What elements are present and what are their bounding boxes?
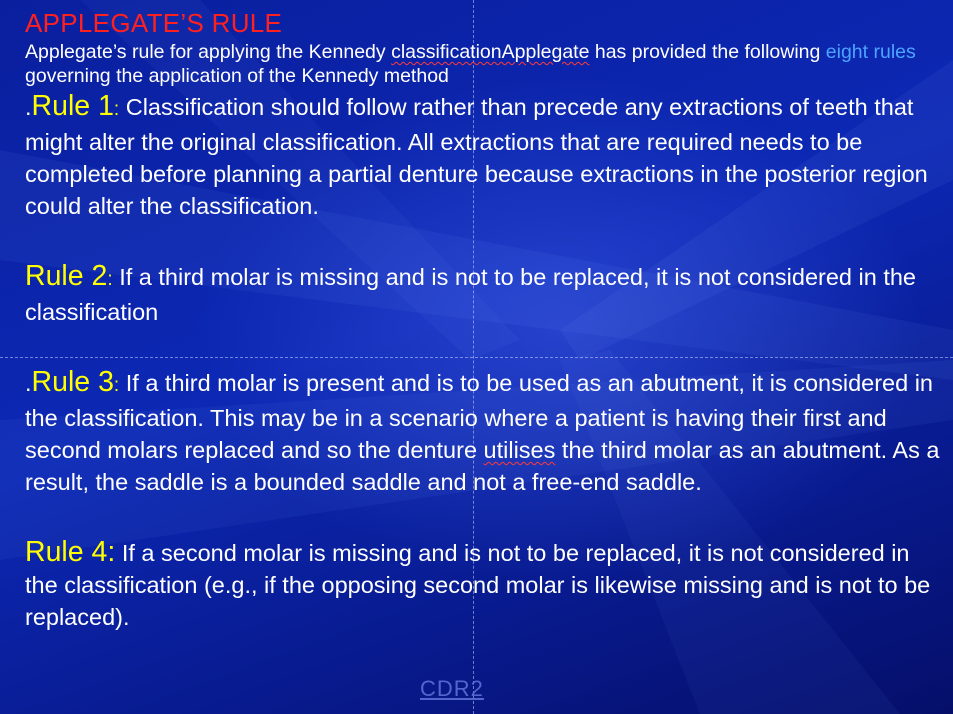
rule-1-label: Rule 1 <box>31 90 114 122</box>
intro-text-3: governing the application of the Kennedy method <box>25 65 449 87</box>
rule-2-colon: : <box>107 269 113 290</box>
rule-4-label: Rule 4: <box>25 536 116 568</box>
rule-1 <box>25 90 940 222</box>
rule-1-text: Classification should follow rather than precede any extractions of teeth that might alter the original classification. All extractions that are required needs to be completed before planning a partial denture because extractions in the posterior region could alter the classification. <box>25 94 928 219</box>
intro-text-2: has provided the following <box>589 41 826 63</box>
misspelled-word: classificationApplegate <box>391 41 590 63</box>
rule-3-misspelled-word: utilises <box>483 437 556 463</box>
rule-3-colon: : <box>113 375 120 396</box>
rule-1-colon: : <box>113 99 120 120</box>
intro-paragraph <box>25 40 940 88</box>
rule-2-text: If a third molar is missing and is not to be replaced, it is not considered in the classification <box>25 264 916 325</box>
eight-rules-highlight: eight rules <box>825 41 916 63</box>
rule-3-text-after: the third molar as an abutment. As a result, the saddle is a bounded saddle and not a free-end saddle. <box>25 437 940 495</box>
rule-3-label: Rule 3 <box>31 366 114 398</box>
rule-4-text: If a second molar is missing and is not to be replaced, it is not considered in the classification (e.g., if the opposing second molar is likewise missing and is not to be replaced). <box>25 540 931 630</box>
rule-4 <box>25 536 940 633</box>
rule-3-text-before: If a third molar is present and is to be used as an abutment, it is considered in the classification. This may be in a scenario where a patient is having their first and second molars replaced and so the denture <box>25 370 934 463</box>
intro-text-1: Applegate’s rule for applying the Kennedy <box>25 41 392 63</box>
rule-2 <box>25 260 940 328</box>
rule-2-label: Rule 2 <box>25 260 108 292</box>
rule-3-prefix: . <box>25 370 32 396</box>
rule-3 <box>25 366 940 498</box>
rule-1-prefix: . <box>25 94 32 120</box>
slide-title: APPLEGATE’S RULE <box>25 8 283 38</box>
footer-link[interactable]: CDR2 <box>420 676 484 701</box>
slide-content <box>25 8 940 633</box>
